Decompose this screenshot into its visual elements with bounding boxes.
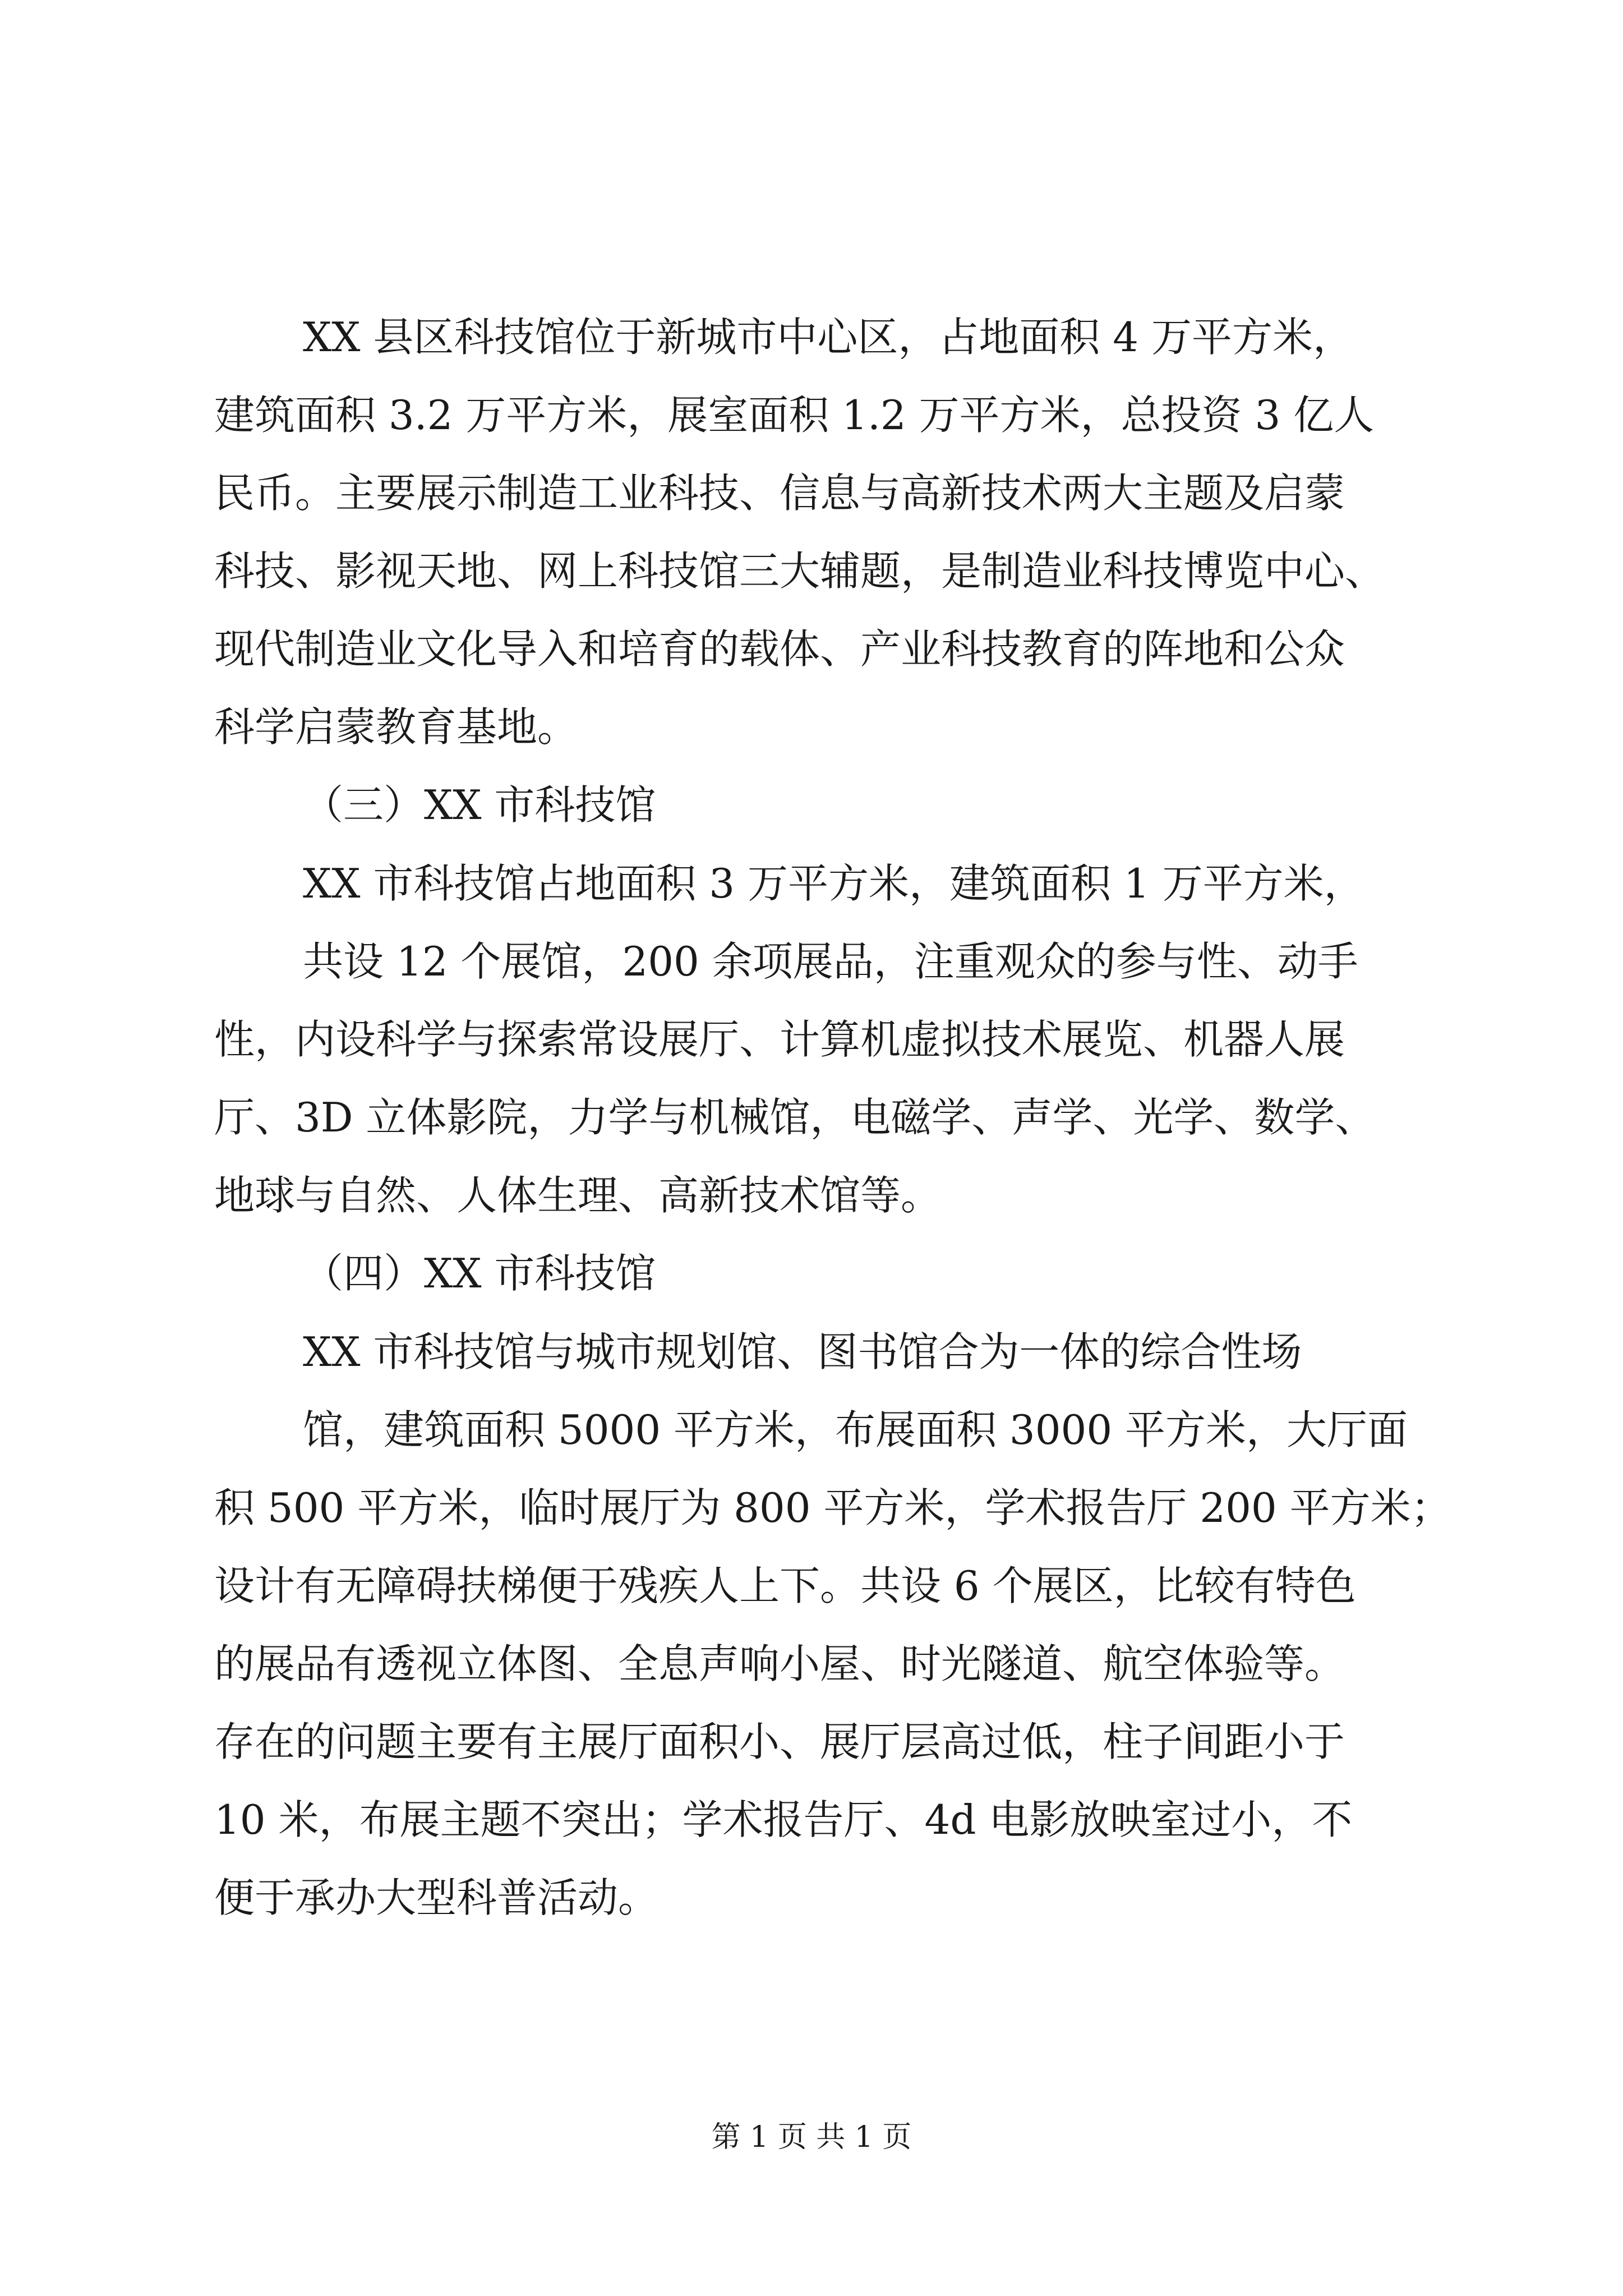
body-line-2: 建筑面积 3.2 万平方米，展室面积 1.2 万平方米，总投资 3 亿人 xyxy=(214,392,1375,439)
body-line-19: 存在的问题主要有主展厅面积小、展厅层高过低，柱子间距小于 xyxy=(214,1718,1345,1765)
body-line-17: 设计有无障碍扶梯便于残疾人上下。共设 6 个展区，比较有特色 xyxy=(214,1562,1356,1609)
body-line-12: 地球与自然、人体生理、高新技术馆等。 xyxy=(214,1172,942,1219)
body-line-6: 科学启蒙教育基地。 xyxy=(214,703,578,751)
body-line-1: XX 县区科技馆位于新城市中心区，占地面积 4 万平方米， xyxy=(303,314,1353,361)
body-line-20: 10 米，布展主题不突出；学术报告厅、4d 电影放映室过小，不 xyxy=(214,1796,1353,1843)
body-line-18: 的展品有透视立体图、全息声响小屋、时光隧道、航空体验等。 xyxy=(214,1640,1345,1687)
body-line-5: 现代制造业文化导入和培育的载体、产业科技教育的阵地和公众 xyxy=(214,625,1345,673)
body-line-9: 共设 12 个展馆，200 余项展品，注重观众的参与性、动手 xyxy=(303,938,1358,985)
body-line-16: 积 500 平方米，临时展厅为 800 平方米，学术报告厅 200 平方米； xyxy=(214,1484,1451,1531)
body-line-10: 性，内设科学与探索常设展厅、计算机虚拟技术展览、机器人展 xyxy=(214,1016,1345,1063)
body-line-4: 科技、影视天地、网上科技馆三大辅题，是制造业科技博览中心、 xyxy=(214,547,1386,595)
section-heading-4: （四）XX 市科技馆 xyxy=(303,1250,656,1297)
body-line-8: XX 市科技馆占地面积 3 万平方米，建筑面积 1 万平方米， xyxy=(303,860,1364,907)
body-line-3: 民币。主要展示制造工业科技、信息与高新技术两大主题及启蒙 xyxy=(214,470,1345,517)
page-number-footer: 第 1 页 共 1 页 xyxy=(711,2120,912,2154)
body-line-21: 便于承办大型科普活动。 xyxy=(214,1874,659,1921)
section-heading-3: （三）XX 市科技馆 xyxy=(303,781,656,829)
body-line-15: 馆，建筑面积 5000 平方米，布展面积 3000 平方米，大厅面 xyxy=(303,1406,1408,1453)
body-line-11: 厅、3D 立体影院，力学与机械馆，电磁学、声学、光学、数学、 xyxy=(214,1094,1376,1141)
body-line-14: XX 市科技馆与城市规划馆、图书馆合为一体的综合性场 xyxy=(303,1328,1302,1375)
